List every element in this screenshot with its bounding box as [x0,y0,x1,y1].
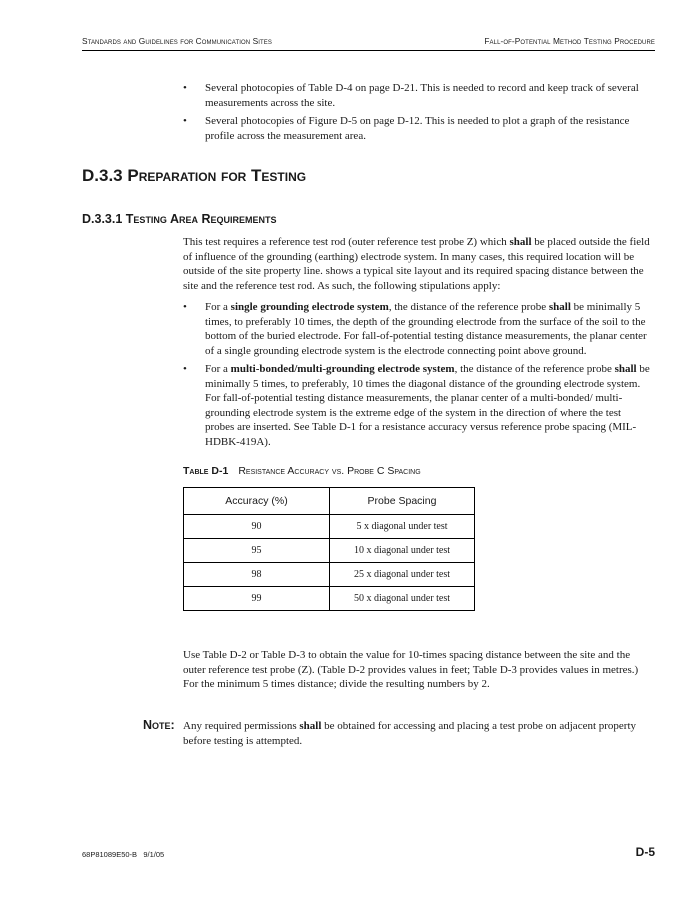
intro-bullet-1: Several photocopies of Table D-4 on page D-21. This is needed to record and keep track of several measurements across the site. [205,82,639,109]
table-cell: 50 x diagonal under test [330,587,475,611]
accuracy-spacing-table [183,487,475,611]
spacing-paragraph: Use Table D-2 or Table D-3 to obtain the value for 10-times spacing distance between the site and the outer reference test probe (Z). (Table D-2 provides values in feet; Table D-3 provides values in metres.) For the minimum 5 times distance; divide the resulting numbers by 2. [183,649,639,690]
subsection-heading [82,212,276,226]
table-cell: 5 x diagonal under test [330,515,475,539]
running-header-right: Fall-of-Potential Method Testing Procedure [484,36,655,46]
table-label: Table D-1 [183,465,229,477]
column-header: Accuracy (%) [184,488,330,515]
table-row [184,515,475,539]
bullet-marker: • [183,363,187,375]
section-number: D.3.3 [82,166,123,185]
table-cell: 90 [184,515,330,539]
running-header-left: Standards and Guidelines for Communication Sites [82,36,272,46]
table-row [184,563,475,587]
footer-doc-info [82,850,164,859]
intro-bullet-2: Several photocopies of Figure D-5 on page D-12. This is needed to plot a graph of the resistance profile across the measurement area. [205,115,630,142]
table-caption [183,465,421,477]
table-title: Resistance Accuracy vs. Probe C Spacing [238,465,421,477]
stipulation-single: For a single grounding electrode system, the distance of the reference probe shall be minimally 5 times, to preferably 10 times, the depth of the grounding electrode from the surface of the soil to the bottom of the buried electrode. For fall-of-potential testing distance measurements, the planar center of a single grounding electrode system is the electrode connecting point above ground. [205,301,647,357]
footer-doc-id: 68P81089E50-B [82,850,138,859]
footer-date: 9/1/05 [143,850,165,859]
section-title: Preparation for Testing [127,166,307,185]
bullet-marker: • [183,115,187,127]
subsection-number: D.3.3.1 [82,212,123,226]
column-header: Probe Spacing [330,488,475,515]
bullet-marker: • [183,301,187,313]
table-cell: 98 [184,563,330,587]
header-rule [82,50,655,51]
table-row [184,587,475,611]
table-cell: 25 x diagonal under test [330,563,475,587]
section-heading [82,166,306,186]
bullet-marker: • [183,82,187,94]
stipulation-multi: For a multi-bonded/multi-grounding electrode system, the distance of the reference probe shall be minimally 5 times, to preferably, 10 times the diagonal distance of the grounding electrode system. For fall-of-potential testing distance measurements, the planar center of a multi-bonded/ multi-grounding electrode system is the extreme edge of the system in the direction of where the test probes are inserted. See Table D-1 for a resistance accuracy versus reference probe spacing (MIL-HDBK-419A). [205,363,650,448]
testing-area-paragraph: This test requires a reference test rod (outer reference test probe Z) which shall be placed outside the field of influence of the grounding (earthing) electrode system. In many cases, this required location will be outside of the site property line. shows a typical site layout and its required spacing distance between the site and the reference test rod. As such, the following stipulations apply: [183,236,650,292]
table-cell: 10 x diagonal under test [330,539,475,563]
table-row [184,539,475,563]
note-label: Note: [143,718,175,732]
table-cell: 99 [184,587,330,611]
subsection-title: Testing Area Requirements [125,212,277,226]
page-number: D-5 [635,845,655,859]
table-header-row [184,488,475,515]
table-cell: 95 [184,539,330,563]
note-text: Any required permissions shall be obtained for accessing and placing a test probe on adjacent property before testing is attempted. [183,720,637,747]
